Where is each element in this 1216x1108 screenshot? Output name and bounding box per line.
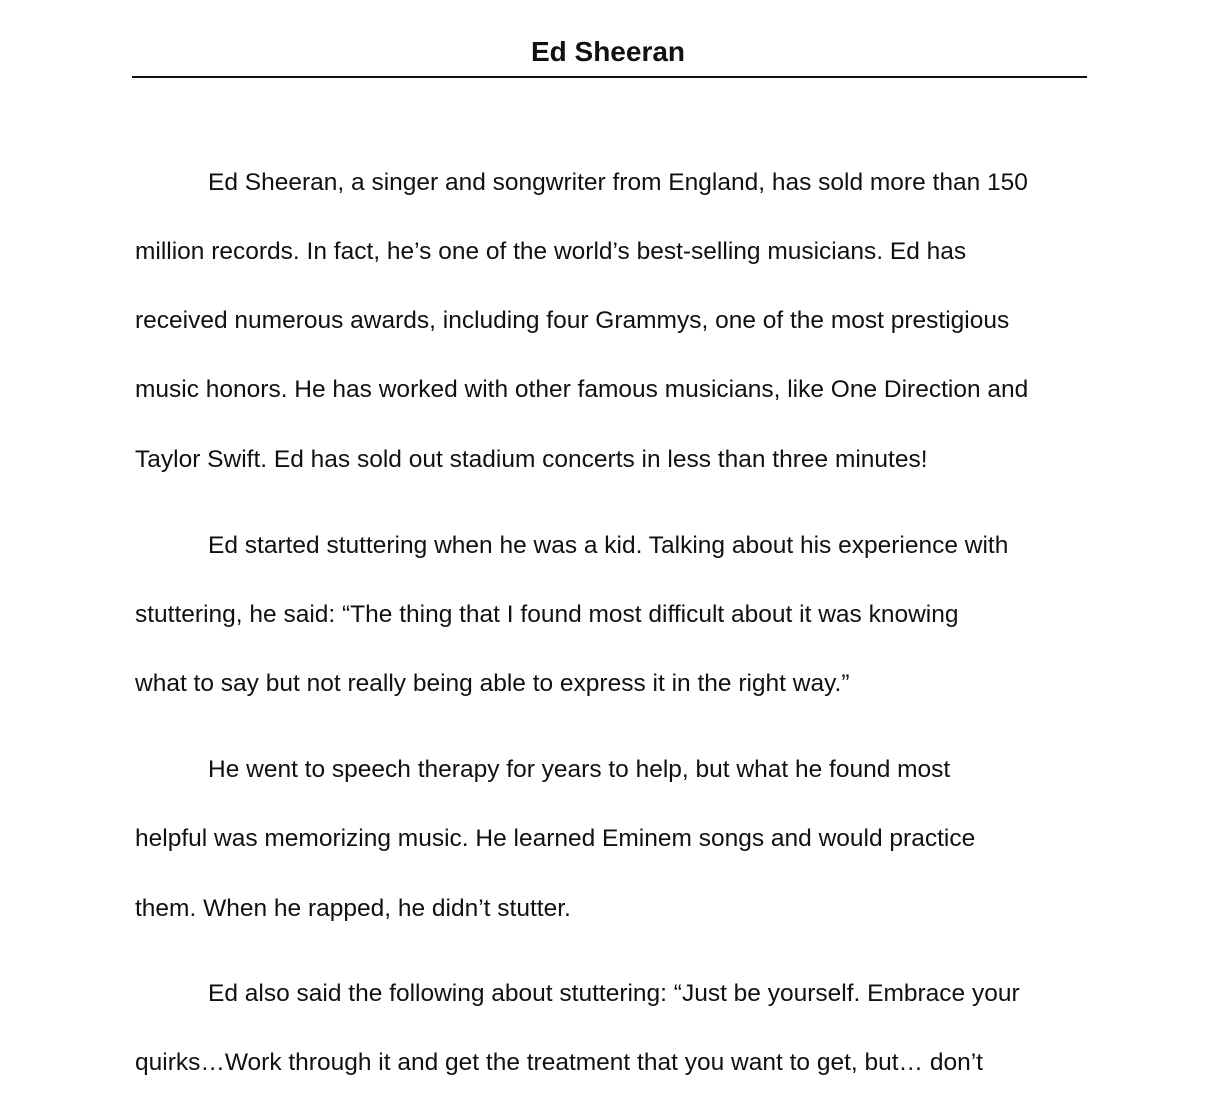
paragraph-line: received numerous awards, including four Grammys, one of the most prestigious (135, 307, 1010, 334)
document-title: Ed Sheeran (530, 36, 686, 67)
paragraph-line: Ed also said the following about stuttering: “Just be yourself. Embrace your (208, 980, 1020, 1007)
paragraph-line: what to say but not really being able to express it in the right way.” (135, 670, 850, 697)
paragraph-line: music honors. He has worked with other famous musicians, like One Direction and (135, 376, 1029, 403)
paragraph-line: stuttering, he said: “The thing that I found most difficult about it was knowing (135, 601, 959, 628)
paragraph-line: quirks…Work through it and get the treatment that you want to get, but… don’t (135, 1049, 983, 1076)
title-divider (132, 76, 1087, 78)
paragraph-line: Taylor Swift. Ed has sold out stadium concerts in less than three minutes! (135, 446, 928, 473)
paragraph-line: million records. In fact, he’s one of the world’s best-selling musicians. Ed has (135, 238, 967, 265)
paragraph-line: Ed Sheeran, a singer and songwriter from England, has sold more than 150 (208, 169, 1028, 196)
paragraph-line: them. When he rapped, he didn’t stutter. (135, 895, 571, 922)
paragraph-line: Ed started stuttering when he was a kid. Talking about his experience with (208, 532, 1009, 559)
paragraph-line: helpful was memorizing music. He learned Eminem songs and would practice (135, 825, 976, 852)
paragraph-line: He went to speech therapy for years to help, but what he found most (208, 756, 951, 783)
